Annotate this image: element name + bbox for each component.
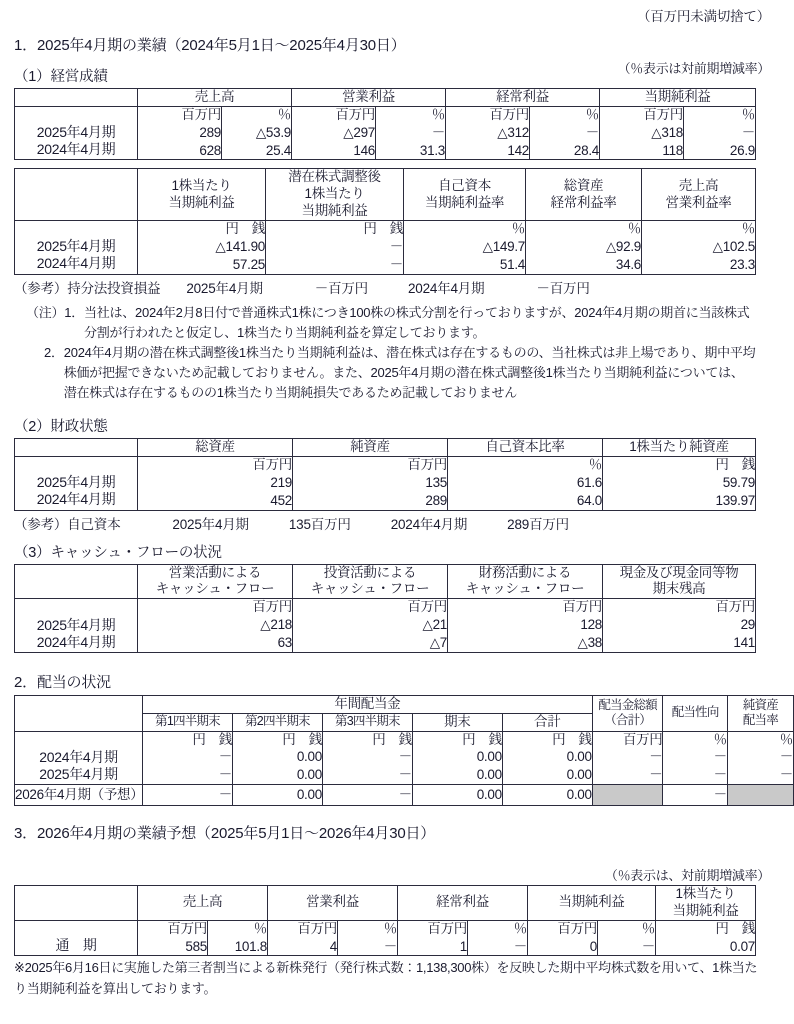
unit-cell: 円 銭 xyxy=(412,731,502,748)
value-cell: 585 xyxy=(138,938,208,956)
unit-cell: ％ xyxy=(663,731,727,748)
period-label-cell xyxy=(15,221,138,275)
corner-cell xyxy=(15,885,138,920)
row-label-fy2025: 2025年4月期 xyxy=(36,124,116,141)
value-cell: △318 xyxy=(600,124,684,142)
col-operating-cf-line1: 営業活動による xyxy=(168,564,262,580)
unit-cell: 百万円 xyxy=(138,599,293,616)
value-cell: 51.4 xyxy=(404,256,526,274)
unit-cell: ％ xyxy=(526,221,642,238)
value-cell: 452 xyxy=(138,492,293,510)
value-cell: － xyxy=(322,748,412,766)
value-cell: 23.3 xyxy=(642,256,756,274)
note-number-1: 1． xyxy=(64,304,84,320)
value-cell: △297 xyxy=(292,124,376,142)
col-diluted-eps-line2: 1株当たり xyxy=(304,186,365,202)
financial-position-table xyxy=(14,438,756,510)
value-cell: 0.00 xyxy=(232,748,322,766)
col-roe-line1: 自己資本 xyxy=(438,177,491,193)
col-roa-line2: 経常利益率 xyxy=(550,194,617,210)
col-eps xyxy=(656,885,756,920)
value-cell: 28.4 xyxy=(530,142,600,160)
value-cell: 0.00 xyxy=(412,785,502,806)
value-cell: △21 xyxy=(293,616,448,634)
table-header-row xyxy=(15,439,756,457)
col-investing-cf-line2: キャッシュ・フロー xyxy=(310,581,430,597)
unit-cell: ％ xyxy=(727,731,793,748)
equity-value-1: 135百万円 xyxy=(288,516,351,532)
value-cell: △38 xyxy=(448,634,603,652)
value-cell: 1 xyxy=(398,938,468,956)
unit-cell: 円 銭 xyxy=(322,731,412,748)
unit-cell: 百万円 xyxy=(446,106,530,123)
value-cell: △102.5 xyxy=(642,238,756,256)
percent-note-1: （％表示は対前期増減率） xyxy=(617,61,770,76)
table-unit-row xyxy=(15,106,756,123)
col-cash-end-balance-line1: 現金及び現金同等物 xyxy=(619,564,739,580)
col-operating-cf xyxy=(138,564,293,599)
corner-cell xyxy=(15,439,138,457)
col-operating-margin-line2: 営業利益率 xyxy=(665,194,732,210)
value-cell: 118 xyxy=(600,142,684,160)
value-cell: △312 xyxy=(446,124,530,142)
value-cell: － xyxy=(266,238,404,256)
table-unit-row xyxy=(15,221,756,238)
unit-cell: 円 銭 xyxy=(138,221,266,238)
value-cell: △53.9 xyxy=(222,124,292,142)
col-diluted-eps xyxy=(266,169,404,221)
col-nav-ratio-line2: 配当率 xyxy=(742,713,778,728)
unit-cell: 円 銭 xyxy=(656,920,756,937)
value-cell: △149.7 xyxy=(404,238,526,256)
col-eps-line1: 1株当たり xyxy=(675,885,736,901)
col-net-income: 当期純利益 xyxy=(528,885,656,920)
value-cell: 139.97 xyxy=(603,492,756,510)
unit-cell: 円 銭 xyxy=(143,731,233,748)
value-cell: 63 xyxy=(138,634,293,652)
value-cell: 34.6 xyxy=(526,256,642,274)
value-cell: － xyxy=(143,748,233,766)
period-label-cell xyxy=(15,457,138,511)
unit-cell: ％ xyxy=(208,920,268,937)
col-investing-cf-line1: 投資活動による xyxy=(323,564,417,580)
col-net-income: 当期純利益 xyxy=(600,89,756,107)
unit-cell: 円 銭 xyxy=(232,731,322,748)
value-cell: 128 xyxy=(448,616,603,634)
unit-cell: 百万円 xyxy=(600,106,684,123)
value-cell: 0.00 xyxy=(232,766,322,784)
col-roa-line1: 総資産 xyxy=(563,177,604,193)
col-ordinary-profit: 経常利益 xyxy=(398,885,528,920)
col-eps-line2: 当期純利益 xyxy=(168,194,235,210)
table-header-row xyxy=(15,169,756,221)
value-cell: △141.90 xyxy=(138,238,266,256)
value-cell: △7 xyxy=(293,634,448,652)
value-cell: 142 xyxy=(446,142,530,160)
unit-cell: 百万円 xyxy=(138,106,222,123)
row-label-fy2026-forecast: 2026年4月期（予想） xyxy=(15,785,143,806)
row-label-fy2025: 2025年4月期 xyxy=(36,238,116,255)
col-roe xyxy=(404,169,526,221)
col-net-sales: 売上高 xyxy=(138,89,292,107)
unit-cell: ％ xyxy=(404,221,526,238)
value-cell: － xyxy=(598,938,656,956)
unit-cell: 百万円 xyxy=(603,599,756,616)
unit-cell: ％ xyxy=(642,221,756,238)
section-2-title: 2．配当の状況 xyxy=(14,673,111,691)
value-cell: 0.00 xyxy=(502,766,592,784)
table-header-row xyxy=(15,564,756,599)
col-operating-cf-line2: キャッシュ・フロー xyxy=(155,581,275,597)
value-cell: － xyxy=(592,748,663,766)
value-cell: － xyxy=(143,766,233,784)
corner-cell xyxy=(15,564,138,599)
value-cell: 141 xyxy=(603,634,756,652)
note-text-2: 2024年4月期の潜在株式調整後1株当たり当期純利益は、潜在株式は存在するものの、当社株式は非上場であり、期中平均株価が把握できないため記載しておりません。また、2025年4月期の潜在株式調整後1株当たり当期純利益については、潜在株式は存在するものの1株当たり当期純損失であるため記載しておりません xyxy=(63,344,756,401)
equity-method-value-2: －百万円 xyxy=(536,280,590,296)
col-total-assets: 総資産 xyxy=(138,439,293,457)
unit-rounding-note: （百万円未満切捨て） xyxy=(637,9,770,24)
table-header-row xyxy=(15,885,756,920)
value-cell: 29 xyxy=(603,616,756,634)
unit-cell: 百万円 xyxy=(292,106,376,123)
unit-cell: ％ xyxy=(684,106,756,123)
dividend-status-table xyxy=(14,695,794,806)
period-label-cell xyxy=(15,920,138,956)
unit-cell: 円 銭 xyxy=(266,221,404,238)
shareholders-equity-reference xyxy=(14,513,794,533)
col-roa xyxy=(526,169,642,221)
col-bps: 1株当たり純資産 xyxy=(603,439,756,457)
value-cell: － xyxy=(322,785,412,806)
corner-cell xyxy=(15,89,138,107)
value-cell: △218 xyxy=(138,616,293,634)
period-label-cell xyxy=(15,106,138,160)
row-label-fy2024: 2024年4月期 xyxy=(36,491,116,508)
corner-cell xyxy=(15,695,143,731)
equity-method-period-1: 2025年4月期 xyxy=(186,280,263,296)
unit-cell: ％ xyxy=(222,106,292,123)
equity-value-2: 289百万円 xyxy=(507,516,569,532)
value-cell: － xyxy=(376,124,446,142)
col-operating-profit: 営業利益 xyxy=(268,885,398,920)
unit-cell: 百万円 xyxy=(138,457,293,474)
value-cell: 146 xyxy=(292,142,376,160)
unit-cell: 百万円 xyxy=(138,920,208,937)
value-cell: － xyxy=(338,938,398,956)
value-cell: － xyxy=(530,124,600,142)
cash-flow-table xyxy=(14,564,756,653)
row-label-fy2024: 2024年4月期 xyxy=(36,141,116,158)
col-eps xyxy=(138,169,266,221)
equity-prefix: （参考）自己資本 xyxy=(14,516,121,532)
col-net-sales: 売上高 xyxy=(138,885,268,920)
period-label-cell xyxy=(15,599,138,653)
value-cell: 31.3 xyxy=(376,142,446,160)
col-diluted-eps-line1: 潜在株式調整後 xyxy=(288,169,381,185)
col-payout-ratio: 配当性向 xyxy=(663,695,727,731)
value-cell: － xyxy=(592,766,663,784)
value-cell: － xyxy=(663,785,727,806)
unit-cell: ％ xyxy=(468,920,528,937)
equity-period-2: 2024年4月期 xyxy=(390,516,468,532)
unit-cell: 百万円 xyxy=(398,920,468,937)
col-diluted-eps-line3: 当期純利益 xyxy=(301,203,368,219)
unit-cell: ％ xyxy=(598,920,656,937)
value-cell: 57.25 xyxy=(138,256,266,274)
value-cell: 0.00 xyxy=(502,785,592,806)
col-net-assets: 純資産 xyxy=(293,439,448,457)
note-item xyxy=(0,303,794,343)
value-cell: － xyxy=(266,256,404,274)
percent-note-2: （％表示は、対前期増減率） xyxy=(604,867,770,883)
value-cell: 101.8 xyxy=(208,938,268,956)
col-year-end: 期末 xyxy=(412,713,502,731)
unit-cell: ％ xyxy=(376,106,446,123)
table-row-forecast xyxy=(15,785,794,806)
value-cell: 0.07 xyxy=(656,938,756,956)
section-3-title: 3．2026年4月期の業績予想（2025年5月1日～2026年4月30日） xyxy=(14,824,436,842)
unit-cell: 百万円 xyxy=(293,599,448,616)
equity-method-period-2: 2024年4月期 xyxy=(407,280,485,296)
col-cash-end-balance xyxy=(603,564,756,599)
note-number-2: 2． xyxy=(44,344,64,360)
table-unit-row xyxy=(15,457,756,474)
notes-block xyxy=(0,303,794,404)
col-total: 合計 xyxy=(502,713,592,731)
row-label-fy2025: 2025年4月期 xyxy=(39,765,118,782)
value-cell: － xyxy=(322,766,412,784)
col-q1-end: 第1四半期末 xyxy=(143,713,233,731)
equity-method-value-1: －百万円 xyxy=(314,280,368,296)
row-label-fy2024: 2024年4月期 xyxy=(36,255,116,272)
row-label-fy2024: 2024年4月期 xyxy=(36,633,116,650)
per-share-ratios-table xyxy=(14,168,756,274)
value-cell: 26.9 xyxy=(684,142,756,160)
value-cell: 0.00 xyxy=(502,748,592,766)
col-operating-margin xyxy=(642,169,756,221)
earnings-forecast-table xyxy=(14,885,756,956)
value-cell: 0 xyxy=(528,938,598,956)
value-cell: 61.6 xyxy=(448,474,603,492)
value-cell: － xyxy=(663,748,727,766)
col-q3-end: 第3四半期末 xyxy=(322,713,412,731)
note-text-1: 当社は、2024年2月8日付で普通株式1株につき100株の株式分割を行っておりますが、2024年4月期の期首に当該株式分割が行われたと仮定し、1株当たり当期純利益を算定しております。 xyxy=(84,304,750,340)
equity-period-1: 2025年4月期 xyxy=(172,516,249,532)
value-cell: 135 xyxy=(293,474,448,492)
col-financing-cf-line2: キャッシュ・フロー xyxy=(465,581,585,597)
table-unit-row xyxy=(15,920,756,937)
value-cell: 219 xyxy=(138,474,293,492)
notes-label-text: （注） xyxy=(26,304,65,320)
value-cell: － xyxy=(468,938,528,956)
unit-cell: 百万円 xyxy=(528,920,598,937)
col-financing-cf-line1: 財務活動による xyxy=(478,564,572,580)
col-total-dividend-line2: （合計） xyxy=(604,713,651,728)
col-financing-cf xyxy=(448,564,603,599)
shaded-cell-nav-ratio xyxy=(727,785,793,806)
row-label-fy2024: 2024年4月期 xyxy=(39,748,118,765)
row-label-fy2025: 2025年4月期 xyxy=(36,616,116,633)
unit-cell: ％ xyxy=(530,106,600,123)
period-label-cell xyxy=(15,731,143,785)
table-header-row xyxy=(15,89,756,107)
value-cell: 64.0 xyxy=(448,492,603,510)
value-cell: 628 xyxy=(138,142,222,160)
col-eps-line1: 1株当たり xyxy=(171,177,232,193)
unit-cell: 百万円 xyxy=(268,920,338,937)
value-cell: － xyxy=(727,748,793,766)
table-header-row-1 xyxy=(15,695,794,713)
shaded-cell-total-dividend xyxy=(592,785,663,806)
value-cell: 59.79 xyxy=(603,474,756,492)
value-cell: 0.00 xyxy=(412,766,502,784)
value-cell: 4 xyxy=(268,938,338,956)
section-1-1-title: （1）経営成績 xyxy=(14,69,108,85)
forecast-footnote: ※2025年6月16日に実施した第三者割当による新株発行（発行株式数：1,138,300株）を反映した期中平均株式数を用いて、1株当たり当期純利益を算出しております。 xyxy=(14,960,758,997)
col-ordinary-profit: 経常利益 xyxy=(446,89,600,107)
section-1-title: 1．2025年4月期の業績（2024年5月1日～2025年4月30日） xyxy=(14,37,406,54)
unit-cell: 百万円 xyxy=(448,599,603,616)
value-cell: 0.00 xyxy=(412,748,502,766)
col-q2-end: 第2四半期末 xyxy=(232,713,322,731)
value-cell: 0.00 xyxy=(232,785,322,806)
col-cash-end-balance-line2: 期末残高 xyxy=(652,581,706,597)
col-eps-line2: 当期純利益 xyxy=(672,902,739,918)
operating-results-table xyxy=(14,88,756,160)
unit-cell: ％ xyxy=(448,457,603,474)
unit-cell: 百万円 xyxy=(293,457,448,474)
value-cell: △92.9 xyxy=(526,238,642,256)
row-label-fy2025: 2025年4月期 xyxy=(36,474,116,491)
equity-method-prefix: （参考）持分法投資損益 xyxy=(14,280,161,296)
unit-cell: 百万円 xyxy=(592,731,663,748)
col-nav-ratio-line1: 純資産 xyxy=(742,697,778,712)
value-cell: 289 xyxy=(138,124,222,142)
col-nav-dividend-ratio xyxy=(727,695,793,731)
section-1-3-title: （3）キャッシュ・フローの状況 xyxy=(14,544,222,561)
value-cell: － xyxy=(143,785,233,806)
col-total-dividend-line1: 配当金総額 xyxy=(598,697,657,712)
note-item xyxy=(0,343,794,403)
col-operating-margin-line1: 売上高 xyxy=(678,177,719,193)
section-1-2-title: （2）財政状態 xyxy=(14,419,108,436)
col-operating-profit: 営業利益 xyxy=(292,89,446,107)
col-annual-dividend-group: 年間配当金 xyxy=(143,695,593,713)
value-cell: － xyxy=(663,766,727,784)
value-cell: － xyxy=(727,766,793,784)
col-roe-line2: 当期純利益率 xyxy=(424,194,505,210)
table-unit-row xyxy=(15,731,794,748)
unit-cell: 円 銭 xyxy=(603,457,756,474)
equity-method-reference xyxy=(14,277,794,297)
value-cell: － xyxy=(684,124,756,142)
value-cell: 289 xyxy=(293,492,448,510)
col-investing-cf xyxy=(293,564,448,599)
corner-cell xyxy=(15,169,138,221)
value-cell: 25.4 xyxy=(222,142,292,160)
col-equity-ratio: 自己資本比率 xyxy=(448,439,603,457)
table-unit-row xyxy=(15,599,756,616)
col-total-dividend-amount xyxy=(592,695,663,731)
notes-label xyxy=(0,303,84,323)
unit-cell: ％ xyxy=(338,920,398,937)
row-label-fullyear: 通 期 xyxy=(55,937,97,954)
unit-cell: 円 銭 xyxy=(502,731,592,748)
